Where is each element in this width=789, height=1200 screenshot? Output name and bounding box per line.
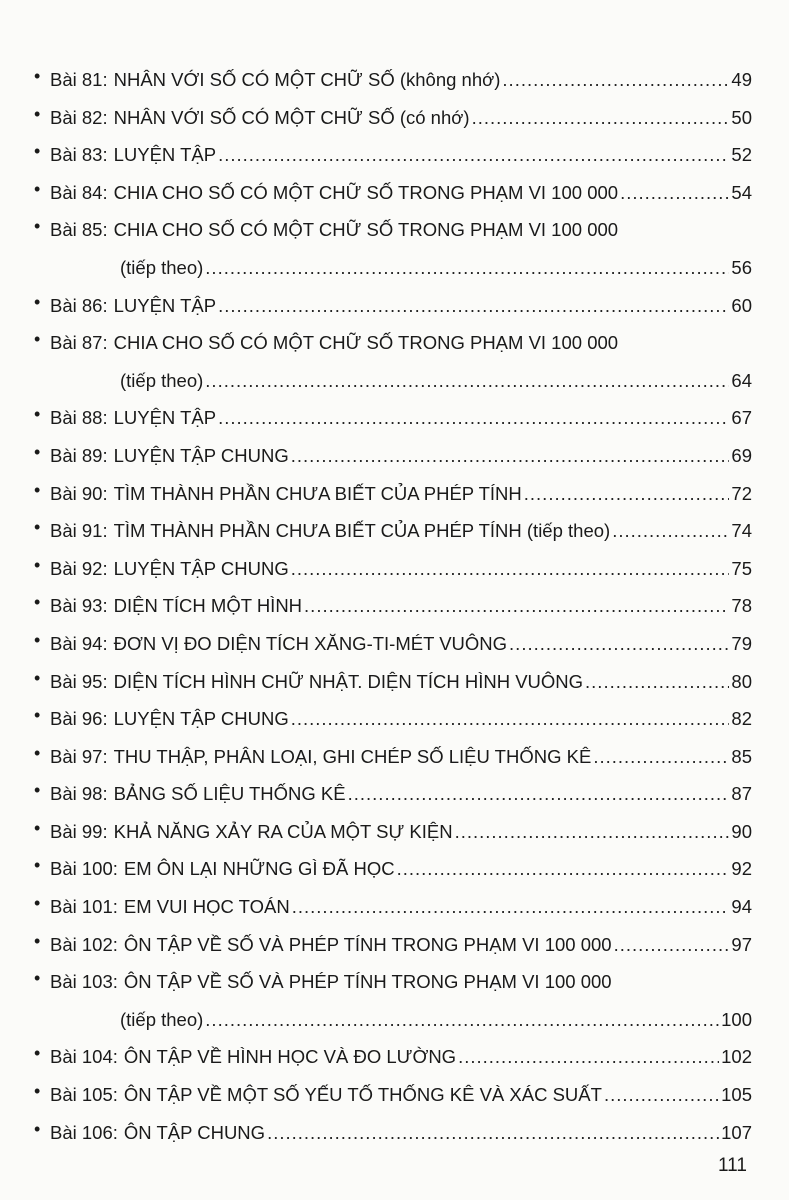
- toc-entry: [34, 179, 752, 217]
- lesson-title: NHÂN VỚI SỐ CÓ MỘT CHỮ SỐ (không nhớ): [113, 69, 501, 90]
- lesson-label: Bài 101:: [50, 896, 118, 918]
- toc-entry-line: [50, 104, 752, 142]
- lesson-title: THU THẬP, PHÂN LOẠI, GHI CHÉP SỐ LIỆU THỐNG KÊ: [113, 745, 592, 767]
- toc-entry-line: [50, 442, 752, 480]
- dot-leader: [472, 104, 730, 132]
- toc-entry: [34, 743, 752, 781]
- toc-entry: [34, 480, 752, 518]
- dot-leader: [604, 1081, 719, 1109]
- lesson-page-number: 87: [731, 783, 752, 805]
- lesson-title: ĐƠN VỊ ĐO DIỆN TÍCH XĂNG-TI-MÉT VUÔNG: [113, 632, 508, 654]
- lesson-title: ÔN TẬP CHUNG: [123, 1121, 266, 1143]
- lesson-label: Bài 90:: [50, 482, 108, 504]
- toc-entry: [34, 442, 752, 480]
- toc-entry-line: [50, 592, 752, 630]
- dot-leader: [509, 630, 729, 658]
- lesson-title: LUYỆN TẬP: [113, 407, 217, 429]
- toc-entry-line: [50, 1043, 752, 1081]
- toc-entry: [34, 216, 752, 291]
- lesson-label: Bài 85:: [50, 219, 108, 241]
- toc-entry-line: [50, 66, 752, 104]
- lesson-title: LUYỆN TẬP CHUNG: [113, 557, 289, 579]
- bullet-icon: •: [34, 291, 41, 312]
- lesson-title: CHIA CHO SỐ CÓ MỘT CHỮ SỐ TRONG PHẠM VI 100 000: [113, 332, 619, 354]
- toc-entry-line: [50, 1081, 752, 1119]
- lesson-title: NHÂN VỚI SỐ CÓ MỘT CHỮ SỐ (có nhớ): [113, 106, 470, 128]
- lesson-page-number: 102: [721, 1046, 752, 1068]
- lesson-page-number: 52: [731, 144, 752, 166]
- table-of-contents: [34, 66, 752, 1156]
- toc-entry-line: [50, 743, 752, 781]
- lesson-title: LUYỆN TẬP: [113, 144, 217, 166]
- lesson-page-number: 100: [721, 1008, 752, 1030]
- bullet-icon: •: [34, 893, 41, 914]
- dot-leader: [593, 743, 729, 771]
- lesson-title: BẢNG SỐ LIỆU THỐNG KÊ: [113, 783, 346, 805]
- lesson-title: EM ÔN LẠI NHỮNG GÌ ĐÃ HỌC: [123, 858, 395, 880]
- lesson-label: Bài 86:: [50, 294, 108, 316]
- bullet-icon: •: [34, 968, 41, 989]
- toc-entry: [34, 1043, 752, 1081]
- lesson-title: CHIA CHO SỐ CÓ MỘT CHỮ SỐ TRONG PHẠM VI 100 000: [113, 219, 619, 241]
- lesson-label: Bài 99:: [50, 820, 108, 842]
- lesson-label: Bài 100:: [50, 858, 118, 880]
- toc-entry-line: [50, 517, 752, 555]
- lesson-title: EM VUI HỌC TOÁN: [123, 896, 290, 918]
- toc-entry: [34, 668, 752, 706]
- page-number: 111: [718, 1155, 747, 1176]
- lesson-title: TÌM THÀNH PHẦN CHƯA BIẾT CỦA PHÉP TÍNH: [113, 482, 522, 504]
- bullet-icon: •: [34, 103, 41, 124]
- lesson-page-number: 78: [731, 595, 752, 617]
- toc-entry: [34, 104, 752, 142]
- toc-entry-line: [50, 1119, 752, 1157]
- toc-entry-line: [50, 329, 752, 367]
- bullet-icon: •: [34, 66, 41, 86]
- toc-entry: [34, 592, 752, 630]
- lesson-page-number: 60: [731, 294, 752, 316]
- toc-entry-line: [50, 480, 752, 518]
- lesson-page-number: 64: [731, 369, 752, 391]
- bullet-icon: •: [34, 855, 41, 876]
- toc-entry: [34, 705, 752, 743]
- lesson-title-continuation: (tiếp theo): [120, 1008, 204, 1030]
- dot-leader: [218, 141, 729, 169]
- lesson-title: TÌM THÀNH PHẦN CHƯA BIẾT CỦA PHÉP TÍNH (tiếp theo): [113, 520, 611, 542]
- toc-entry: [34, 555, 752, 593]
- lesson-title: LUYỆN TẬP: [113, 294, 217, 316]
- lesson-label: Bài 82:: [50, 106, 108, 128]
- lesson-page-number: 72: [731, 482, 752, 504]
- lesson-page-number: 92: [731, 858, 752, 880]
- toc-entry: [34, 968, 752, 1043]
- dot-leader: [612, 517, 729, 545]
- bullet-icon: •: [34, 1043, 41, 1064]
- lesson-label: Bài 106:: [50, 1121, 118, 1143]
- toc-entry-line: [50, 855, 752, 893]
- dot-leader: [585, 668, 729, 696]
- lesson-title: CHIA CHO SỐ CÓ MỘT CHỮ SỐ TRONG PHẠM VI 100 000: [113, 181, 619, 203]
- lesson-title: ÔN TẬP VỀ MỘT SỐ YẾU TỐ THỐNG KÊ VÀ XÁC SUẤT: [123, 1084, 602, 1106]
- dot-leader: [614, 931, 730, 959]
- bullet-icon: •: [34, 817, 41, 838]
- bullet-icon: •: [34, 141, 41, 162]
- bullet-icon: •: [34, 930, 41, 951]
- toc-entry-line: [50, 818, 752, 856]
- lesson-page-number: 90: [731, 820, 752, 842]
- toc-entry: [34, 855, 752, 893]
- bullet-icon: •: [34, 404, 41, 425]
- toc-entry: [34, 818, 752, 856]
- toc-entry-line: [50, 630, 752, 668]
- lesson-title: LUYỆN TẬP CHUNG: [113, 708, 289, 730]
- lesson-page-number: 49: [731, 69, 752, 90]
- lesson-label: Bài 88:: [50, 407, 108, 429]
- lesson-page-number: 50: [731, 106, 752, 128]
- toc-entry: [34, 931, 752, 969]
- lesson-label: Bài 102:: [50, 933, 118, 955]
- lesson-label: Bài 83:: [50, 144, 108, 166]
- toc-entry: [34, 329, 752, 404]
- lesson-page-number: 79: [731, 632, 752, 654]
- dot-leader: [292, 893, 730, 921]
- bullet-icon: •: [34, 667, 41, 688]
- lesson-label: Bài 96:: [50, 708, 108, 730]
- dot-leader: [267, 1119, 719, 1147]
- lesson-label: Bài 89:: [50, 444, 108, 466]
- lesson-title: DIỆN TÍCH HÌNH CHỮ NHẬT. DIỆN TÍCH HÌNH VUÔNG: [113, 670, 584, 692]
- bullet-icon: •: [34, 1081, 41, 1102]
- lesson-page-number: 82: [731, 708, 752, 730]
- bullet-icon: •: [34, 178, 41, 199]
- toc-entry-continuation: [50, 254, 752, 292]
- dot-leader: [458, 1043, 719, 1071]
- dot-leader: [524, 480, 730, 508]
- lesson-label: Bài 94:: [50, 632, 108, 654]
- lesson-title-continuation: (tiếp theo): [120, 256, 204, 278]
- lesson-title: ÔN TẬP VỀ SỐ VÀ PHÉP TÍNH TRONG PHẠM VI 100 000: [123, 971, 612, 993]
- toc-entry-line: [50, 179, 752, 217]
- lesson-page-number: 74: [731, 520, 752, 542]
- lesson-page-number: 105: [721, 1084, 752, 1106]
- toc-entry: [34, 517, 752, 555]
- toc-entry-continuation: [50, 367, 752, 405]
- lesson-label: Bài 97:: [50, 745, 108, 767]
- lesson-title: ÔN TẬP VỀ SỐ VÀ PHÉP TÍNH TRONG PHẠM VI 100 000: [123, 933, 612, 955]
- lesson-label: Bài 81:: [50, 69, 108, 90]
- dot-leader: [205, 254, 729, 282]
- lesson-label: Bài 103:: [50, 971, 118, 993]
- dot-leader: [291, 705, 730, 733]
- dot-leader: [205, 367, 729, 395]
- dot-leader: [304, 592, 729, 620]
- dot-leader: [291, 442, 730, 470]
- lesson-page-number: 75: [731, 557, 752, 579]
- bullet-icon: •: [34, 1118, 41, 1139]
- toc-entry-line: [50, 705, 752, 743]
- lesson-label: Bài 95:: [50, 670, 108, 692]
- lesson-title: DIỆN TÍCH MỘT HÌNH: [113, 595, 303, 617]
- toc-entry-continuation: [50, 1006, 752, 1044]
- toc-entry: [34, 780, 752, 818]
- toc-entry: [34, 141, 752, 179]
- bullet-icon: •: [34, 742, 41, 763]
- lesson-label: Bài 91:: [50, 520, 108, 542]
- toc-entry: [34, 404, 752, 442]
- dot-leader: [397, 855, 730, 883]
- lesson-page-number: 56: [731, 256, 752, 278]
- toc-entry: [34, 630, 752, 668]
- toc-entry-line: [50, 141, 752, 179]
- lesson-label: Bài 93:: [50, 595, 108, 617]
- lesson-title-continuation: (tiếp theo): [120, 369, 204, 391]
- bullet-icon: •: [34, 479, 41, 500]
- lesson-label: Bài 84:: [50, 181, 108, 203]
- dot-leader: [218, 404, 729, 432]
- lesson-label: Bài 104:: [50, 1046, 118, 1068]
- lesson-page-number: 97: [731, 933, 752, 955]
- toc-entry-line: [50, 555, 752, 593]
- dot-leader: [348, 780, 730, 808]
- bullet-icon: •: [34, 216, 41, 237]
- lesson-page-number: 80: [731, 670, 752, 692]
- toc-entry: [34, 893, 752, 931]
- lesson-page-number: 69: [731, 444, 752, 466]
- toc-entry: [34, 292, 752, 330]
- lesson-page-number: 54: [731, 181, 752, 203]
- bullet-icon: •: [34, 629, 41, 650]
- lesson-page-number: 107: [721, 1121, 752, 1143]
- dot-leader: [218, 292, 729, 320]
- toc-entry: [34, 1119, 752, 1157]
- toc-entry-line: [50, 216, 752, 254]
- lesson-label: Bài 87:: [50, 332, 108, 354]
- dot-leader: [502, 66, 729, 94]
- lesson-title: KHẢ NĂNG XẢY RA CỦA MỘT SỰ KIỆN: [113, 820, 453, 842]
- dot-leader: [291, 555, 730, 583]
- toc-entry-line: [50, 404, 752, 442]
- toc-entry-line: [50, 780, 752, 818]
- toc-entry-line: [50, 931, 752, 969]
- lesson-label: Bài 105:: [50, 1084, 118, 1106]
- lesson-page-number: 67: [731, 407, 752, 429]
- toc-entry-line: [50, 292, 752, 330]
- toc-entry: [34, 66, 752, 104]
- toc-entry-line: [50, 968, 752, 1006]
- lesson-title: ÔN TẬP VỀ HÌNH HỌC VÀ ĐO LƯỜNG: [123, 1046, 457, 1068]
- bullet-icon: •: [34, 554, 41, 575]
- toc-entry-line: [50, 893, 752, 931]
- bullet-icon: •: [34, 329, 41, 350]
- toc-entry-line: [50, 668, 752, 706]
- dot-leader: [455, 818, 730, 846]
- lesson-label: Bài 98:: [50, 783, 108, 805]
- bullet-icon: •: [34, 780, 41, 801]
- bullet-icon: •: [34, 705, 41, 726]
- dot-leader: [205, 1006, 719, 1034]
- bullet-icon: •: [34, 517, 41, 538]
- bullet-icon: •: [34, 441, 41, 462]
- bullet-icon: •: [34, 592, 41, 613]
- toc-entry: [34, 1081, 752, 1119]
- dot-leader: [620, 179, 729, 207]
- lesson-title: LUYỆN TẬP CHUNG: [113, 444, 289, 466]
- lesson-page-number: 94: [731, 896, 752, 918]
- lesson-label: Bài 92:: [50, 557, 108, 579]
- lesson-page-number: 85: [731, 745, 752, 767]
